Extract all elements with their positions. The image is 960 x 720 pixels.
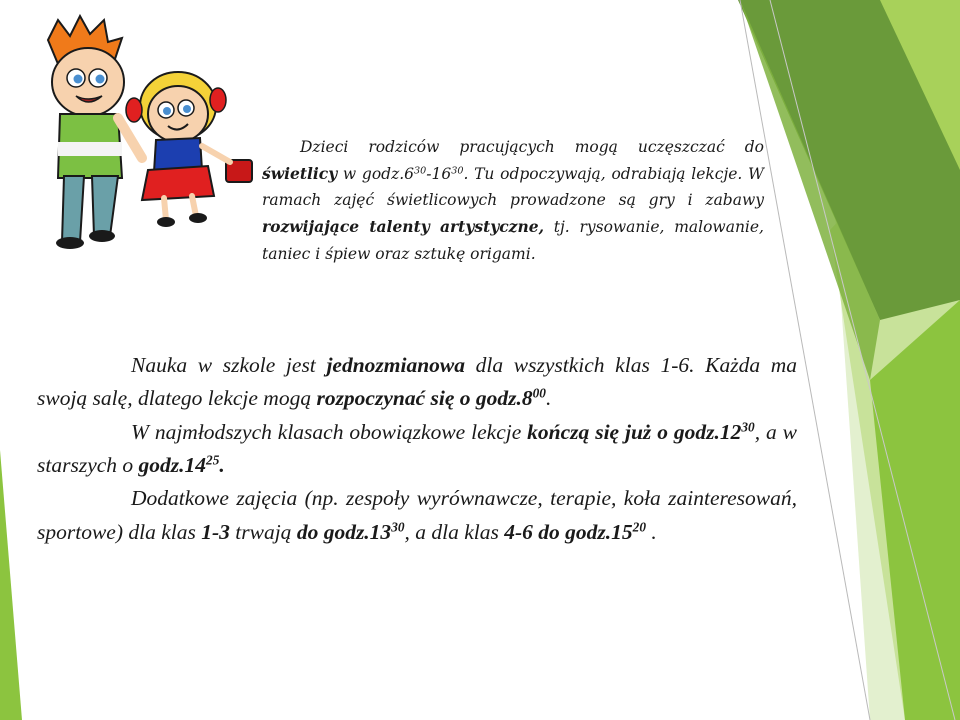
bold-span <box>504 520 646 544</box>
text-span: -16 <box>426 164 452 183</box>
text-span: . <box>545 386 552 411</box>
text-span: Nauka w szkole jest <box>131 353 327 377</box>
text-span: w godz.6 <box>337 164 415 183</box>
bold-span: świetlicy <box>262 163 338 183</box>
text-span: dla wszystkich klas 1-6. Każda ma swoją salę, dlatego lekcje mogą <box>37 353 797 411</box>
superscript: 30 <box>414 165 427 177</box>
superscript: 00 <box>532 385 546 401</box>
paragraph-3 <box>37 482 797 549</box>
bold-span <box>527 420 755 444</box>
superscript: 30 <box>391 519 405 535</box>
main-text-block <box>37 349 797 549</box>
bold-span: 1-3 <box>201 519 230 544</box>
text-span: , a dla klas <box>404 519 505 544</box>
text-span: 4-6 do godz.15 <box>504 519 633 544</box>
text-span: do godz.13 <box>296 519 392 544</box>
text-span: . Tu odpoczywają, odrabiają lekcje. W ramach zajęć świetlicowych prowadzone są gry i zabawy <box>262 164 764 210</box>
text-span: tj. rysowanie, malowanie, taniec i śpiew oraz sztukę origami. <box>262 217 764 263</box>
text-span: , a w starszych o <box>37 419 797 477</box>
text-span: godz.14 <box>138 452 207 477</box>
left-green-stripe <box>0 450 22 720</box>
bold-span <box>139 453 225 477</box>
two-children-walking-icon <box>18 10 258 250</box>
bold-span: rozwijające talenty artystyczne, <box>262 216 544 236</box>
text-span: . <box>219 452 225 477</box>
text-span: Dodatkowe zajęcia (np. zespoły wyrównawcze, terapie, koła zainteresowań, sportowe) dla klas <box>37 486 797 544</box>
text-span: . <box>645 519 657 544</box>
superscript: 25 <box>206 452 220 468</box>
text-span: rozpoczynać się o godz.8 <box>316 386 533 411</box>
text-span: Dzieci rodziców pracujących mogą uczęszczać do <box>300 138 764 156</box>
top-paragraph <box>262 134 764 267</box>
bold-span <box>316 386 546 410</box>
superscript: 30 <box>741 419 755 435</box>
superscript: 30 <box>451 165 464 177</box>
girl-figure <box>126 72 252 227</box>
paragraph-2 <box>37 416 797 483</box>
boy-figure <box>48 16 142 249</box>
text-span: trwają <box>229 519 297 544</box>
bold-span <box>297 520 405 544</box>
bold-span: jednozmianowa <box>326 353 466 377</box>
text-span: W najmłodszych klasach obowiązkowe lekcje <box>131 419 528 444</box>
superscript: 20 <box>632 519 646 535</box>
text-span: kończą się już o godz.12 <box>527 419 742 444</box>
paragraph-1 <box>37 349 797 416</box>
